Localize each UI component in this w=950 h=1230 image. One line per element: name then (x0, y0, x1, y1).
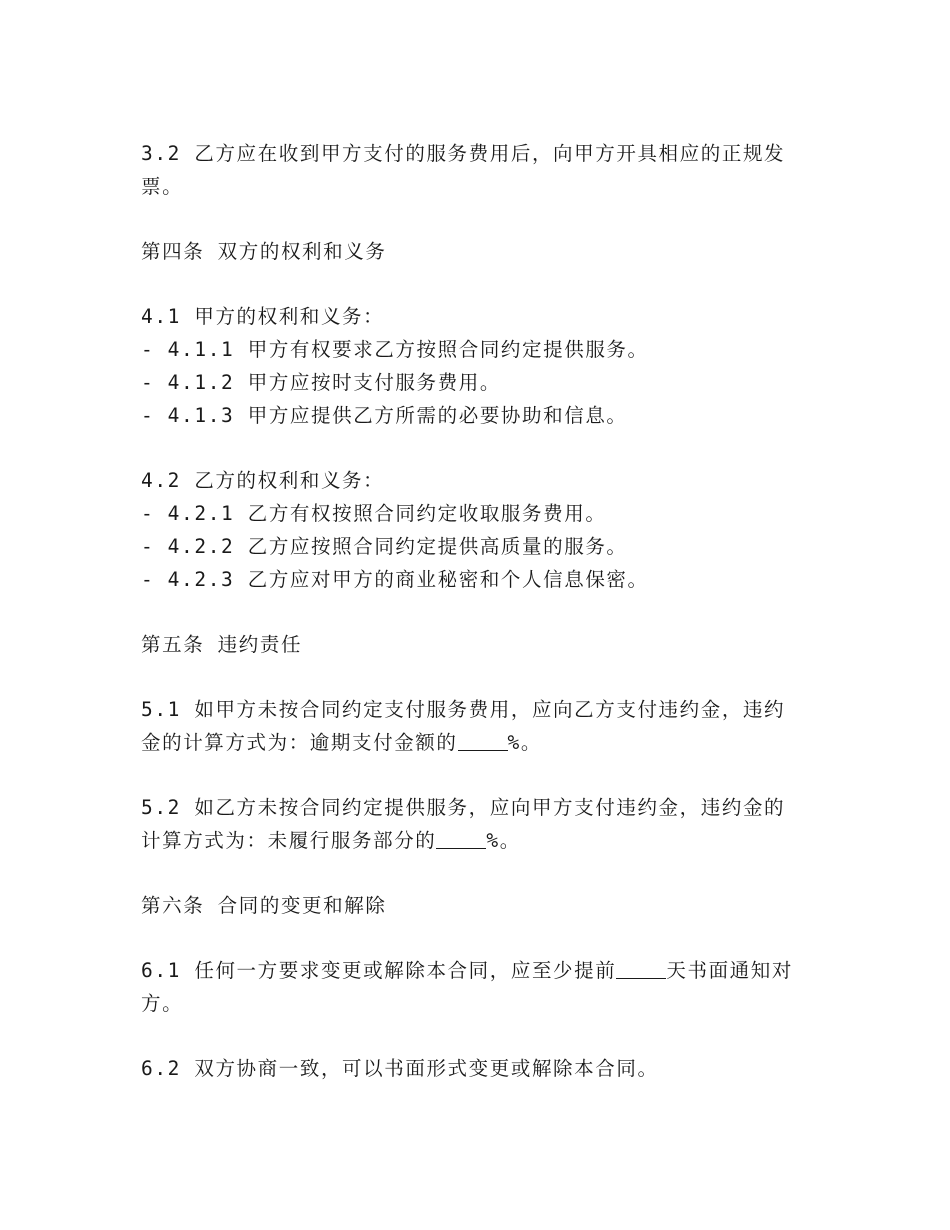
clause-6-1 (141, 954, 811, 1020)
list-item: - 4.1.3 甲方应提供乙方所需的必要协助和信息。 (141, 404, 628, 427)
fill-in-blank (436, 828, 486, 849)
clause-5-1 (141, 693, 811, 759)
clause-5-1-text-before: 金的计算方式为：逾期支付金额的 (141, 731, 458, 754)
clause-5-2-text-after: %。 (486, 829, 521, 852)
clause-6-1-line-2: 方。 (141, 992, 184, 1015)
article-4-heading (141, 235, 811, 268)
list-item: - 4.1.1 甲方有权要求乙方按照合同约定提供服务。 (141, 338, 649, 361)
clause-6-2-line-1: 6.2 双方协商一致，可以书面形式变更或解除本合同。 (141, 1057, 659, 1080)
article-5-title: 第五条 违约责任 (141, 633, 303, 656)
clause-5-2-line-2 (141, 824, 811, 857)
clause-3-2-line-2: 票。 (141, 175, 184, 198)
list-item: - 4.2.3 乙方应对甲方的商业秘密和个人信息保密。 (141, 568, 649, 591)
clause-6-1-text-before: 6.1 任何一方要求变更或解除本合同，应至少提前 (141, 959, 617, 982)
list-item: - 4.1.2 甲方应按时支付服务费用。 (141, 371, 501, 394)
section-4-2 (141, 464, 811, 596)
clause-5-1-line-2 (141, 726, 811, 759)
clause-3-2-line-1: 3.2 乙方应在收到甲方支付的服务费用后，向甲方开具相应的正规发 (141, 142, 786, 165)
clause-5-1-text-after: %。 (507, 731, 542, 754)
fill-in-blank (616, 958, 666, 979)
list-item: - 4.2.1 乙方有权按照合同约定收取服务费用。 (141, 502, 607, 525)
article-6-heading (141, 889, 811, 922)
article-5-heading (141, 628, 811, 661)
section-4-1-title: 4.1 甲方的权利和义务： (141, 305, 385, 328)
list-item: - 4.2.2 乙方应按照合同约定提供高质量的服务。 (141, 535, 628, 558)
clause-6-1-text-after: 天书面通知对 (666, 959, 793, 982)
fill-in-blank (458, 730, 508, 751)
article-6-title: 第六条 合同的变更和解除 (141, 894, 387, 917)
clause-6-2 (141, 1052, 811, 1085)
clause-5-1-line-1: 5.1 如甲方未按合同约定支付服务费用，应向乙方支付违约金，违约 (141, 698, 786, 721)
clause-5-2-line-1: 5.2 如乙方未按合同约定提供服务，应向甲方支付违约金，违约金的 (141, 796, 786, 819)
section-4-2-title: 4.2 乙方的权利和义务： (141, 469, 385, 492)
clause-3-2 (141, 137, 811, 203)
section-4-1 (141, 300, 811, 432)
clause-5-2 (141, 791, 811, 857)
document-page (141, 137, 811, 1085)
clause-5-2-text-before: 计算方式为：未履行服务部分的 (141, 829, 437, 852)
clause-6-1-line-1 (141, 954, 811, 987)
article-4-title: 第四条 双方的权利和义务 (141, 240, 387, 263)
